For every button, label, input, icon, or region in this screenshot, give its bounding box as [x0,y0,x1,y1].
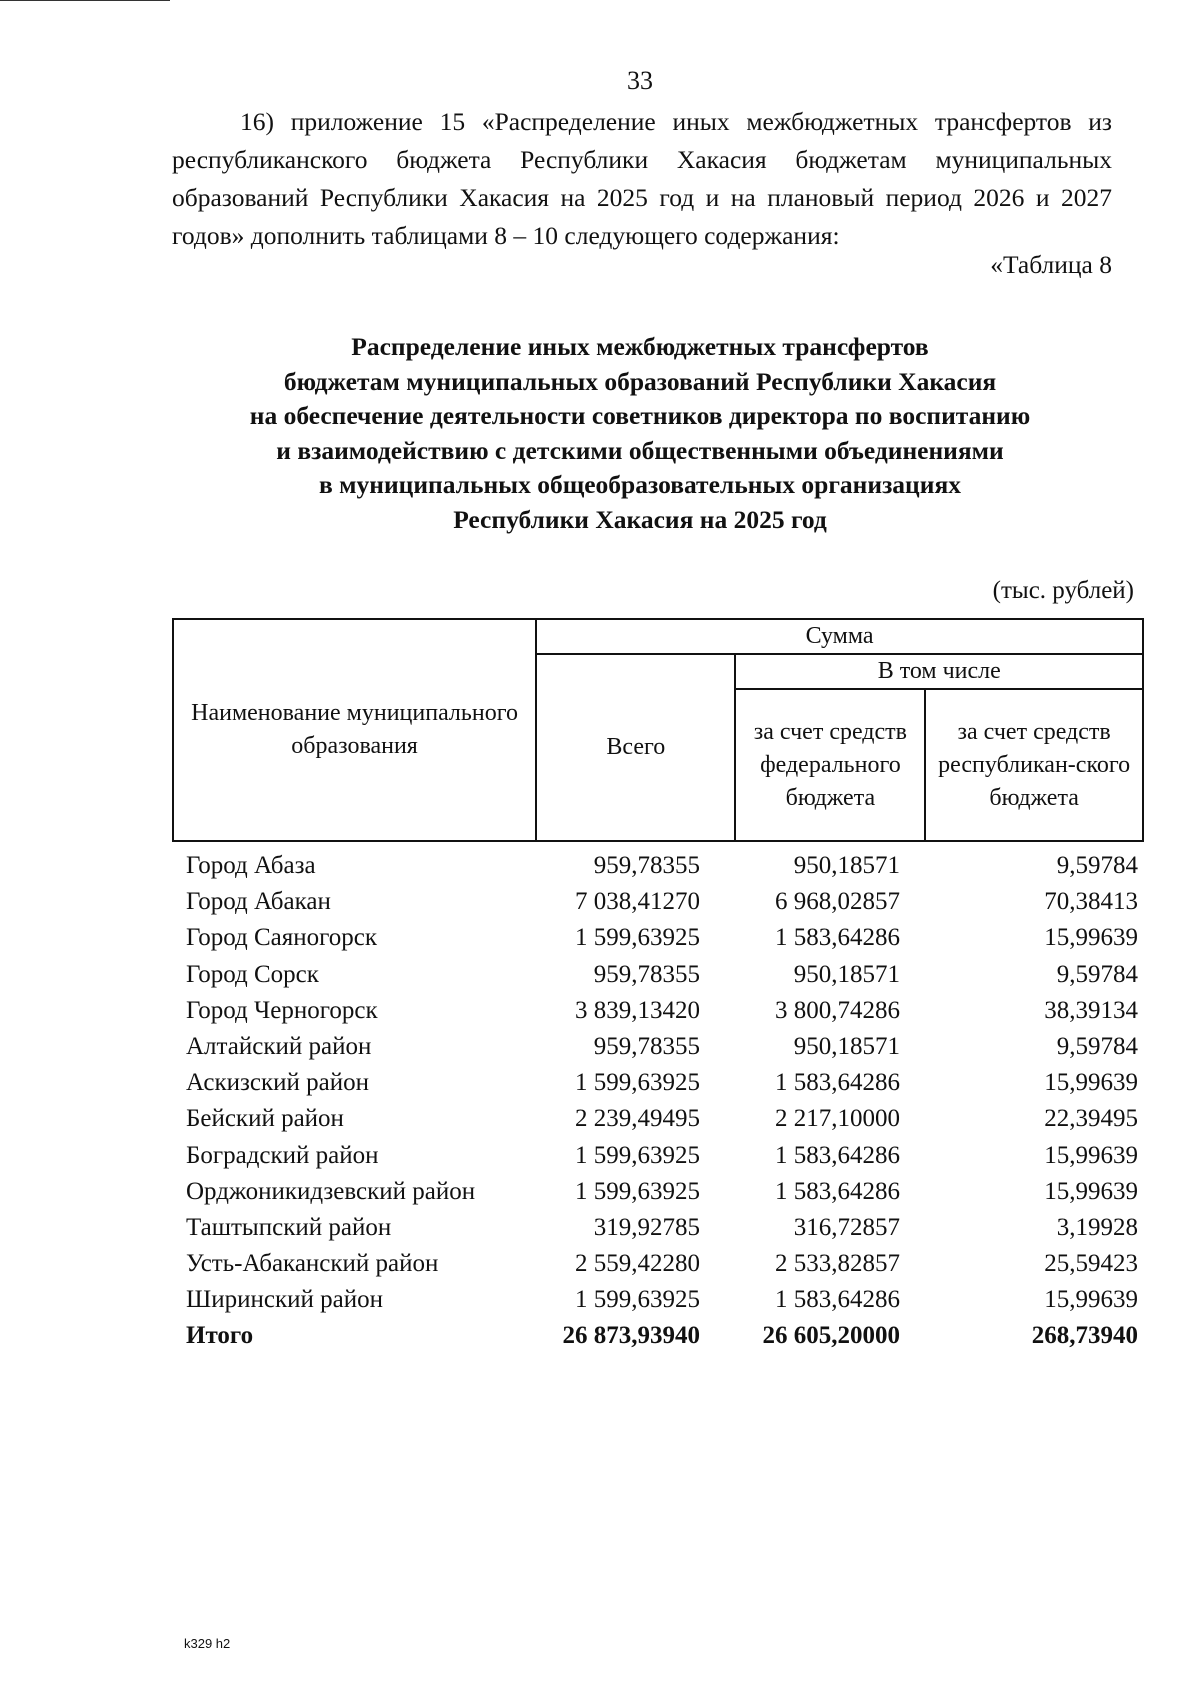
total-value: 319,92785 [593,1213,700,1241]
republic-value: 25,59423 [1044,1250,1138,1278]
total-value: 959,78355 [593,1032,700,1060]
table-row [182,1174,1140,1210]
table-row [182,1065,1140,1101]
federal-value: 2 533,82857 [775,1250,900,1278]
municipality-name: Аскизский район [186,1069,370,1097]
table-row [182,1029,1140,1065]
federal-value: 6 968,02857 [775,888,900,916]
totals-total-value: 26 873,93940 [562,1322,700,1350]
federal-value: 1 583,64286 [775,1069,900,1097]
republic-value: 15,99639 [1044,1286,1138,1314]
federal-value: 950,18571 [793,960,900,988]
total-value: 1 599,63925 [575,1177,700,1205]
table-header [172,618,1144,842]
municipality-name: Город Черногорск [186,996,378,1024]
municipality-name: Город Абаза [186,852,316,879]
header-sum-cell: Сумма [536,619,1143,654]
republic-value: 70,38413 [1044,888,1138,916]
municipality-name: Город Абакан [186,888,331,916]
federal-value: 1 583,64286 [775,1177,900,1205]
total-value: 7 038,41270 [575,888,700,916]
municipality-name: Усть-Абаканский район [186,1250,439,1278]
table-row [182,848,1140,884]
table-row [182,1138,1140,1174]
table-row [182,884,1140,920]
republic-value: 15,99639 [1044,1069,1138,1097]
republic-value: 9,59784 [1056,960,1138,988]
totals-federal-value: 26 605,20000 [762,1322,900,1350]
header-name-cell: Наименование муниципального образования [173,619,536,841]
table-row [182,1282,1140,1318]
intro-paragraph [172,103,1112,255]
units-label: (тыс. рублей) [992,577,1134,604]
table-row [182,993,1140,1029]
table-title [160,330,1120,537]
title-line: и взаимодействию с детскими общественными объединениями [276,435,1004,465]
total-value: 959,78355 [593,960,700,988]
federal-value: 3 800,74286 [775,996,900,1024]
table-label: «Таблица 8 [990,250,1112,279]
total-value: 1 599,63925 [575,1069,700,1097]
table-row [182,1246,1140,1282]
title-line: в муниципальных общеобразовательных организациях [318,470,961,499]
federal-value: 2 217,10000 [775,1105,900,1133]
title-line: на обеспечение деятельности советников директора по воспитанию [249,401,1031,430]
municipality-name: Бейский район [186,1105,344,1133]
total-value: 2 239,49495 [575,1105,700,1133]
totals-republic-value: 268,73940 [1031,1322,1138,1350]
table-row [182,957,1140,993]
scan-edge-line [0,0,170,1]
table-body [182,848,1140,1355]
totals-row [182,1318,1140,1354]
intro-text: 16) приложение 15 «Распределение иных межбюджетных трансфертов из республиканского бюджета Республики Хакасия бюджетам муниципальных образований Республики Хакасия на 2025 год и на плановый период 2026 и 2027 годов» дополнить таблицами 8 – 10 следующего содержания: [172,107,1112,250]
header-federal-cell: за счет средств федерального бюджета [735,689,925,841]
republic-value: 38,39134 [1044,996,1138,1024]
total-value: 1 599,63925 [575,924,700,952]
federal-value: 316,72857 [793,1213,900,1241]
republic-value: 22,39495 [1044,1105,1138,1133]
republic-value: 15,99639 [1044,924,1138,952]
totals-label: Итого [186,1322,254,1350]
municipality-name: Город Сорск [186,960,319,988]
header-including-cell: В том числе [735,654,1143,689]
total-value: 959,78355 [593,852,700,879]
republic-value: 3,19928 [1056,1213,1138,1241]
footer-code: k329 h2 [184,1636,231,1651]
republic-value: 15,99639 [1044,1141,1138,1169]
table-row [182,1210,1140,1246]
municipality-name: Боградский район [186,1141,379,1169]
table-row [182,920,1140,956]
header-total-cell: Всего [536,654,735,841]
municipality-name: Город Саяногорск [186,924,378,952]
title-line: бюджетам муниципальных образований Республики Хакасия [283,366,997,396]
total-value: 1 599,63925 [575,1141,700,1169]
header-republic-cell: за счет средств республикан-ского бюджета [925,689,1143,841]
federal-value: 1 583,64286 [775,1141,900,1169]
republic-value: 9,59784 [1056,1032,1138,1060]
total-value: 3 839,13420 [575,996,700,1024]
municipality-name: Орджоникидзевский район [186,1177,476,1205]
federal-value: 1 583,64286 [775,924,900,952]
federal-value: 1 583,64286 [775,1286,900,1314]
total-value: 2 559,42280 [575,1250,700,1278]
municipality-name: Таштыпский район [186,1213,392,1241]
municipality-name: Ширинский район [186,1286,383,1314]
table-row [182,1101,1140,1137]
republic-value: 9,59784 [1056,852,1138,879]
municipality-name: Алтайский район [186,1032,372,1060]
total-value: 1 599,63925 [575,1286,700,1314]
republic-value: 15,99639 [1044,1177,1138,1205]
federal-value: 950,18571 [793,1032,900,1060]
page-number: 33 [627,66,653,95]
federal-value: 950,18571 [793,852,900,879]
title-line: Республики Хакасия на 2025 год [453,504,827,534]
title-line: Распределение иных межбюджетных трансфертов [351,332,929,361]
